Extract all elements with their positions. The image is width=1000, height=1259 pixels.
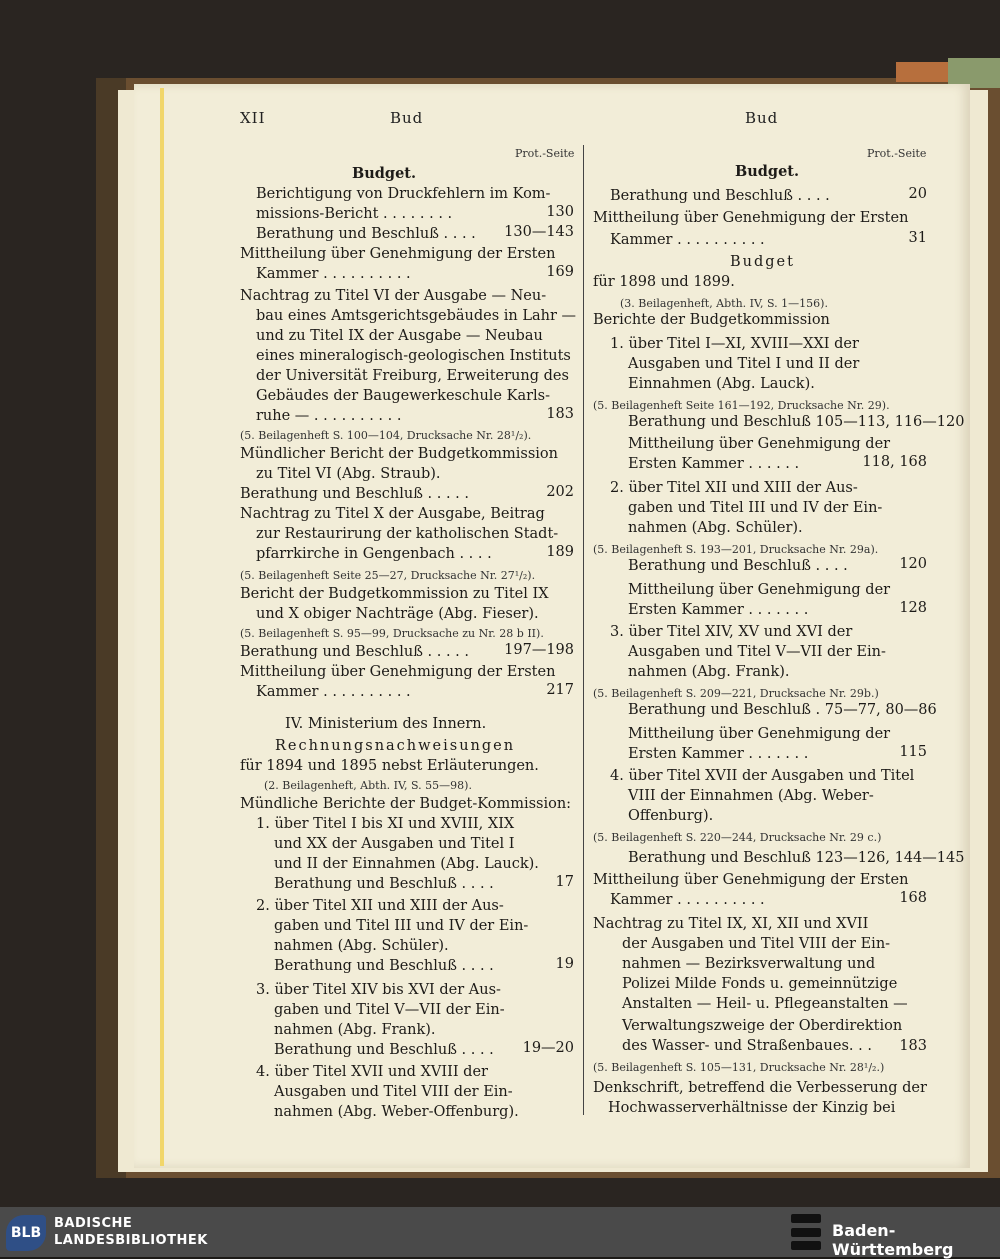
right-line: nahmen (Abg. Frank).: [628, 664, 790, 680]
right-source-note: (5. Beilagenheft S. 220—244, Drucksache Nr. 29 c.): [593, 831, 882, 844]
page-edge-strip: [160, 88, 164, 1166]
right-line: Ausgaben und Titel I und II der: [628, 356, 860, 372]
right-page-ref: 183: [899, 1038, 927, 1054]
left-line: Nachtrag zu Titel X der Ausgabe, Beitrag: [240, 506, 545, 522]
left-line: Berathung und Beschluß . . . .: [274, 958, 494, 974]
left-line: Mündlicher Bericht der Budgetkommission: [240, 446, 558, 462]
right-line: Nachtrag zu Titel IX, XI, XII und XVII: [593, 916, 869, 932]
left-source-note: (5. Beilagenheft S. 95—99, Drucksache zu Nr. 28 b II).: [240, 627, 544, 640]
right-line: nahmen (Abg. Schüler).: [628, 520, 803, 536]
right-source-note: (5. Beilagenheft S. 193—201, Drucksache Nr. 29a).: [593, 543, 879, 556]
left-line: der Universität Freiburg, Erweiterung des: [256, 368, 569, 384]
left-line: Mittheilung über Genehmigung der Ersten: [240, 664, 556, 680]
right-line: Anstalten — Heil- u. Pflegeanstalten —: [622, 996, 908, 1012]
left-line: 4. über Titel XVII und XVIII der: [256, 1064, 488, 1080]
right-line: Hochwasserverhältnisse der Kinzig bei: [608, 1100, 896, 1116]
right-line: Berathung und Beschluß 105—113, 116—120: [628, 414, 965, 430]
left-page-ref: 189: [546, 544, 574, 560]
right-line: der Ausgaben und Titel VIII der Ein-: [622, 936, 891, 952]
left-source-note: (5. Beilagenheft S. 100—104, Drucksache Nr. 28¹/₂).: [240, 429, 532, 442]
left-prot-seite-heading: Prot.-Seite: [515, 147, 575, 160]
left-line: nahmen (Abg. Frank).: [274, 1022, 436, 1038]
left-page-ref: 130—143: [504, 224, 574, 240]
left-line: und II der Einnahmen (Abg. Lauck).: [274, 856, 539, 872]
left-page-ref: 19—20: [522, 1040, 574, 1056]
section-heading-ministry: IV. Ministerium des Innern.: [285, 716, 487, 732]
left-line: und XX der Ausgaben und Titel I: [274, 836, 515, 852]
right-line: Ersten Kammer . . . . . . .: [628, 746, 809, 762]
right-page-ref: 20: [908, 186, 927, 202]
right-line: Mittheilung über Genehmigung der: [628, 726, 891, 742]
left-page-ref: 19: [555, 956, 574, 972]
running-head-right: Bud: [745, 109, 779, 127]
right-prot-seite-heading: Prot.-Seite: [867, 147, 927, 160]
left-line: Kammer . . . . . . . . . .: [256, 266, 411, 282]
right-line: für 1898 und 1899.: [593, 274, 735, 290]
right-line: Verwaltungszweige der Oberdirektion: [622, 1018, 903, 1034]
left-line: Berathung und Beschluß . . . . .: [240, 644, 470, 660]
left-page-ref: 217: [546, 682, 574, 698]
library-name-line2: LANDESBIBLIOTHEK: [54, 1233, 208, 1248]
left-line: Berichtigung von Druckfehlern im Kom-: [256, 186, 551, 202]
left-page-ref: 130: [546, 204, 574, 220]
left-line: bau eines Amtsgerichtsgebäudes in Lahr —: [256, 308, 576, 324]
left-page-ref: 17: [555, 874, 574, 890]
right-line: Denkschrift, betreffend die Verbesserung der: [593, 1080, 927, 1096]
left-line: missions-Bericht . . . . . . . .: [256, 206, 453, 222]
left-line: und zu Titel IX der Ausgabe — Neubau: [256, 328, 543, 344]
right-page-ref: 115: [899, 744, 927, 760]
left-line: pfarrkirche in Gengenbach . . . .: [256, 546, 492, 562]
blb-logo[interactable]: BLB: [6, 1215, 46, 1251]
right-page-ref: 31: [908, 230, 927, 246]
right-line: Ausgaben und Titel V—VII der Ein-: [628, 644, 886, 660]
left-source-note: (2. Beilagenheft, Abth. IV, S. 55—98).: [264, 779, 472, 792]
left-line: ruhe — . . . . . . . . . .: [256, 408, 402, 424]
right-source-note: (5. Beilagenheft S. 105—131, Drucksache Nr. 28¹/₂.): [593, 1061, 885, 1074]
left-page-ref: 202: [546, 484, 574, 500]
right-line: 2. über Titel XII und XIII der Aus-: [610, 480, 858, 496]
running-head-left: Bud: [390, 109, 424, 127]
left-line: Bericht der Budgetkommission zu Titel IX: [240, 586, 549, 602]
left-line: Berathung und Beschluß . . . .: [274, 876, 494, 892]
left-line: und X obiger Nachträge (Abg. Fieser).: [256, 606, 539, 622]
right-page-ref: 128: [899, 600, 927, 616]
right-line: 3. über Titel XIV, XV und XVI der: [610, 624, 853, 640]
left-line: Berathung und Beschluß . . . . .: [240, 486, 470, 502]
right-line: Ersten Kammer . . . . . .: [628, 456, 800, 472]
baden-wuerttemberg-lions-icon: [791, 1214, 821, 1250]
left-line: gaben und Titel III und IV der Ein-: [274, 918, 529, 934]
right-line: Berathung und Beschluß . . . .: [610, 188, 830, 204]
left-line: zur Restaurirung der katholischen Stadt-: [256, 526, 559, 542]
left-line: gaben und Titel V—VII der Ein-: [274, 1002, 505, 1018]
left-page-ref: 169: [546, 264, 574, 280]
right-line: Kammer . . . . . . . . . .: [610, 892, 765, 908]
left-line: eines mineralogisch-geologischen Instituts: [256, 348, 571, 364]
right-line: des Wasser- und Straßenbaues. . .: [622, 1038, 872, 1054]
left-line: Mittheilung über Genehmigung der Ersten: [240, 246, 556, 262]
left-line: Mündliche Berichte der Budget-Kommission:: [240, 796, 572, 812]
right-line: 4. über Titel XVII der Ausgaben und Titel: [610, 768, 915, 784]
left-line: nahmen (Abg. Weber-Offenburg).: [274, 1104, 519, 1120]
left-line: Berathung und Beschluß . . . .: [274, 1042, 494, 1058]
right-line: Mittheilung über Genehmigung der: [628, 436, 891, 452]
right-line: Berathung und Beschluß . . . .: [628, 558, 848, 574]
left-line: 3. über Titel XIV bis XVI der Aus-: [256, 982, 501, 998]
right-line: Einnahmen (Abg. Lauck).: [628, 376, 815, 392]
left-line: Kammer . . . . . . . . . .: [256, 684, 411, 700]
right-line: Berathung und Beschluß 123—126, 144—145: [628, 850, 965, 866]
right-line: Mittheilung über Genehmigung der Ersten: [593, 872, 909, 888]
left-budget-heading: Budget.: [352, 165, 417, 182]
right-line: gaben und Titel III und IV der Ein-: [628, 500, 883, 516]
left-line: für 1894 und 1895 nebst Erläuterungen.: [240, 758, 539, 774]
left-line: nahmen (Abg. Schüler).: [274, 938, 449, 954]
left-source-note: (5. Beilagenheft Seite 25—27, Drucksache Nr. 27¹/₂).: [240, 569, 536, 582]
right-line: Polizei Milde Fonds u. gemeinnützige: [622, 976, 898, 992]
right-line: Mittheilung über Genehmigung der: [628, 582, 891, 598]
left-page-ref: 197—198: [504, 642, 574, 658]
right-line: Ersten Kammer . . . . . . .: [628, 602, 809, 618]
right-line: Offenburg).: [628, 808, 714, 824]
left-line: zu Titel VI (Abg. Straub).: [256, 466, 441, 482]
right-source-note: (3. Beilagenheft, Abth. IV, S. 1—156).: [620, 297, 828, 310]
right-source-note: (5. Beilagenheft Seite 161—192, Drucksache Nr. 29).: [593, 399, 890, 412]
right-budget-heading: Budget.: [735, 163, 800, 180]
right-page-ref: 118, 168: [862, 454, 927, 470]
left-line: Berathung und Beschluß . . . .: [256, 226, 476, 242]
right-budget-subheading: Budget: [730, 254, 795, 270]
left-line: Ausgaben und Titel VIII der Ein-: [274, 1084, 513, 1100]
right-line: 1. über Titel I—XI, XVIII—XXI der: [610, 336, 859, 352]
right-line: nahmen — Bezirksverwaltung und: [622, 956, 876, 972]
right-line: Mittheilung über Genehmigung der Ersten: [593, 210, 909, 226]
left-page-ref: 183: [546, 406, 574, 422]
right-line: VIII der Einnahmen (Abg. Weber-: [628, 788, 874, 804]
left-line: Gebäudes der Baugewerkeschule Karls-: [256, 388, 550, 404]
section-subheading: Rechnungsnachweisungen: [275, 738, 516, 754]
right-line: Berichte der Budgetkommission: [593, 312, 830, 328]
left-line: 1. über Titel I bis XI und XVIII, XIX: [256, 816, 515, 832]
column-divider: [583, 145, 584, 1115]
left-line: Nachtrag zu Titel VI der Ausgabe — Neu-: [240, 288, 547, 304]
library-name-line1: BADISCHE: [54, 1216, 133, 1231]
right-line: Berathung und Beschluß . 75—77, 80—86: [628, 702, 937, 718]
right-line: Kammer . . . . . . . . . .: [610, 232, 765, 248]
viewer-footer-bar: [0, 1207, 1000, 1257]
page-number: XII: [240, 109, 266, 127]
right-page-ref: 120: [899, 556, 927, 572]
right-page-ref: 168: [899, 890, 927, 906]
right-source-note: (5. Beilagenheft S. 209—221, Drucksache Nr. 29b.): [593, 687, 879, 700]
state-name[interactable]: Baden-Württemberg: [832, 1221, 954, 1259]
left-line: 2. über Titel XII und XIII der Aus-: [256, 898, 504, 914]
